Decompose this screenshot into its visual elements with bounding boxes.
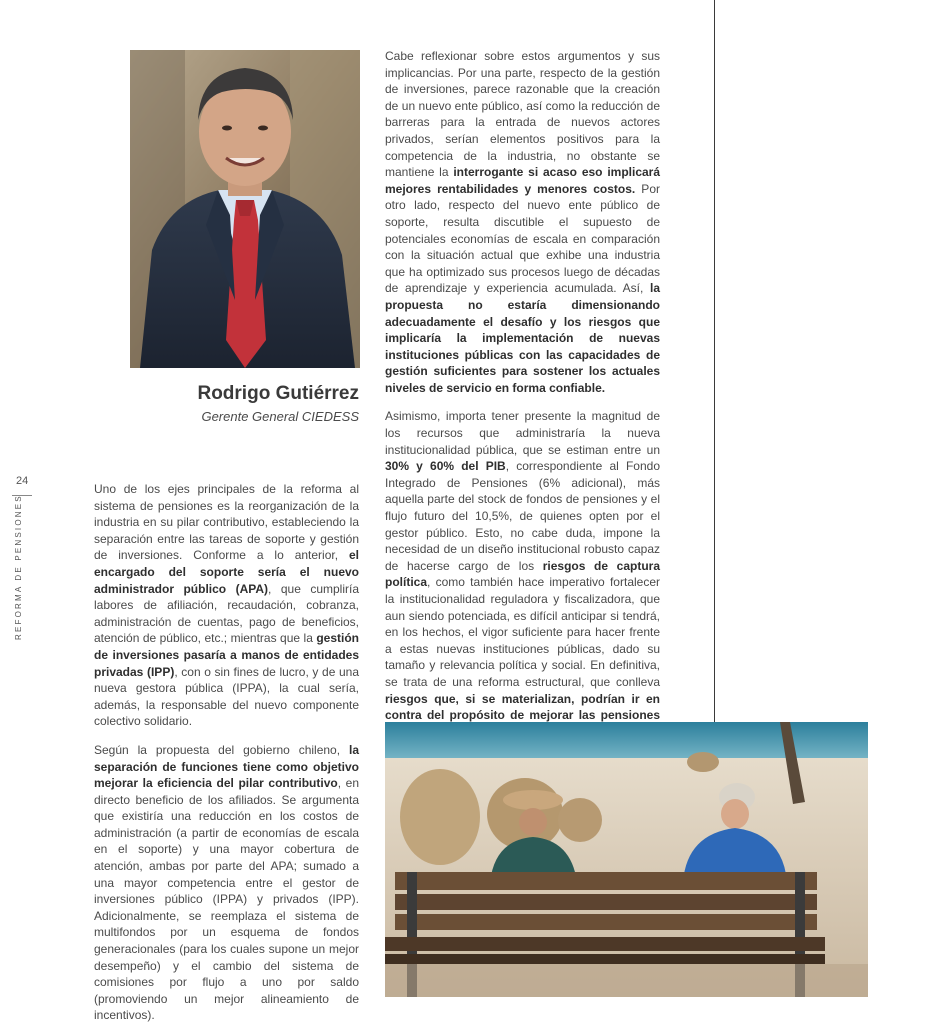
author-role: Gerente General CIEDESS bbox=[201, 409, 359, 424]
text-span: , en directo beneficio de los afiliados. Se argumenta que existiría una reducción en los costos de administración (a partir de economías de escala en el soporte) y una mayor cobertura de atención, ambas por parte del APA; sumado a una mayor competencia entre el gestor de inversiones público (IPPA) y privados (IPP). Adicionalmente, se reemplaza el sistema de multifondos por un esquema de fondos generacionales (para los cuales supone un mejor desempeño) y el cambio del sistema de comisiones por flujo a uno por saldo (promoviendo un mejor alineamiento de incentivos). bbox=[94, 776, 360, 1023]
text-span: Por otro lado, respecto del nuevo ente público de soporte, resulta discutible el supuesto de potenciales economías de escala en comparación con la situación actual que exhibe una industria que ha optimizado sus procesos luego de décadas de aprendizaje y experiencia acumulada. Así, bbox=[385, 181, 660, 296]
text-span: Cabe reflexionar sobre estos argumentos y sus implicancias. Por una parte, respecto de la gestión de inversiones, parece razonable que la creación de un nuevo ente público, así como la reducción de barreras para la entrada de nuevos actores privados, serían elementos positivos para la competencia de la industria, no obstante se mantiene la bbox=[385, 49, 660, 180]
running-title: REFORMA DE PENSIONES bbox=[14, 494, 23, 640]
text-span: , correspondiente al Fondo Integrado de Pensiones (6% adicional), más aquella parte del stock de fondos de pensiones y el flujo futuro del 10,5%, de quienes opten por el gestor público. Esto, no cabe duda, impone la necesidad de un diseño institucional robusto capaz de hacerse cargo de los bbox=[385, 459, 660, 573]
right-text-column bbox=[385, 48, 660, 752]
bold-text-span: el encargado del soporte sería el nuevo administrador público (APA) bbox=[94, 548, 359, 596]
author-name: Rodrigo Gutiérrez bbox=[197, 383, 359, 404]
right-paragraph-1 bbox=[385, 48, 660, 396]
text-span: , como también hace imperativo fortalecer la institucionalidad reguladora y fiscalizadora, que aun siendo potenciada, es difícil anticipar si tendrá, en los hechos, el vigor suficiente para hacer frente a estas nuevas instituciones públicas, dado su tamaño y relevancia política y social. En definitiva, se trata de una reforma estructural, que conlleva bbox=[385, 575, 660, 689]
bench-seniors-photo bbox=[385, 722, 868, 997]
left-text-column bbox=[94, 481, 359, 1036]
text-span: Según la propuesta del gobierno chileno, bbox=[94, 742, 349, 757]
bold-text-span: 30% y 60% del PIB bbox=[385, 459, 506, 474]
text-span: , que cumpliría labores de afiliación, recaudación, cobranza, administración de cuentas, pago de beneficios, atención de público, etc.; mientras que la bbox=[94, 581, 359, 646]
bold-text-span: la separación de funciones tiene como objetivo mejorar la eficiencia del pilar contributivo bbox=[94, 742, 359, 791]
bold-text-span: riesgos de captura política bbox=[385, 558, 660, 590]
page-number: 24 bbox=[16, 475, 29, 487]
text-span: Asimismo, importa tener presente la magnitud de los recursos que administraría la nueva institucionalidad pública, que se estiman entre un bbox=[385, 409, 660, 457]
bold-text-span: gestión de inversiones pasaría a manos de entidades privadas (IPP) bbox=[94, 631, 359, 679]
bold-text-span: riesgos que, si se materializan, podrían ir en contra del propósito de mejorar las pensiones bbox=[385, 691, 660, 723]
bold-text-span: interrogante si acaso eso implicará mejores rentabilidades y menores costos. bbox=[385, 165, 661, 196]
author-portrait-photo bbox=[130, 50, 360, 368]
text-span: Uno de los ejes principales de la reforma al sistema de pensiones es la reorganización de la industria en su pilar contributivo, estableciendo la separación entre las tareas de soporte y gestión de inversiones. Conforme a lo anterior, bbox=[94, 482, 359, 563]
column-divider-line bbox=[714, 0, 715, 722]
left-paragraph-1 bbox=[94, 481, 359, 730]
left-paragraph-2 bbox=[94, 742, 359, 1024]
right-paragraph-2 bbox=[385, 408, 660, 740]
bold-text-span: la propuesta no estaría dimensionando adecuadamente el desafío y los riesgos que implicaría la implementación de nuevas instituciones públicas con las capacidades de gestión suficientes para sostener los actuales niveles de servicio en forma confiable. bbox=[385, 281, 660, 395]
text-span: , con o sin fines de lucro, y de una nueva gestora pública (IPPA), la cual sería, además, la responsable del nuevo componente colectivo solidario. bbox=[94, 664, 360, 729]
